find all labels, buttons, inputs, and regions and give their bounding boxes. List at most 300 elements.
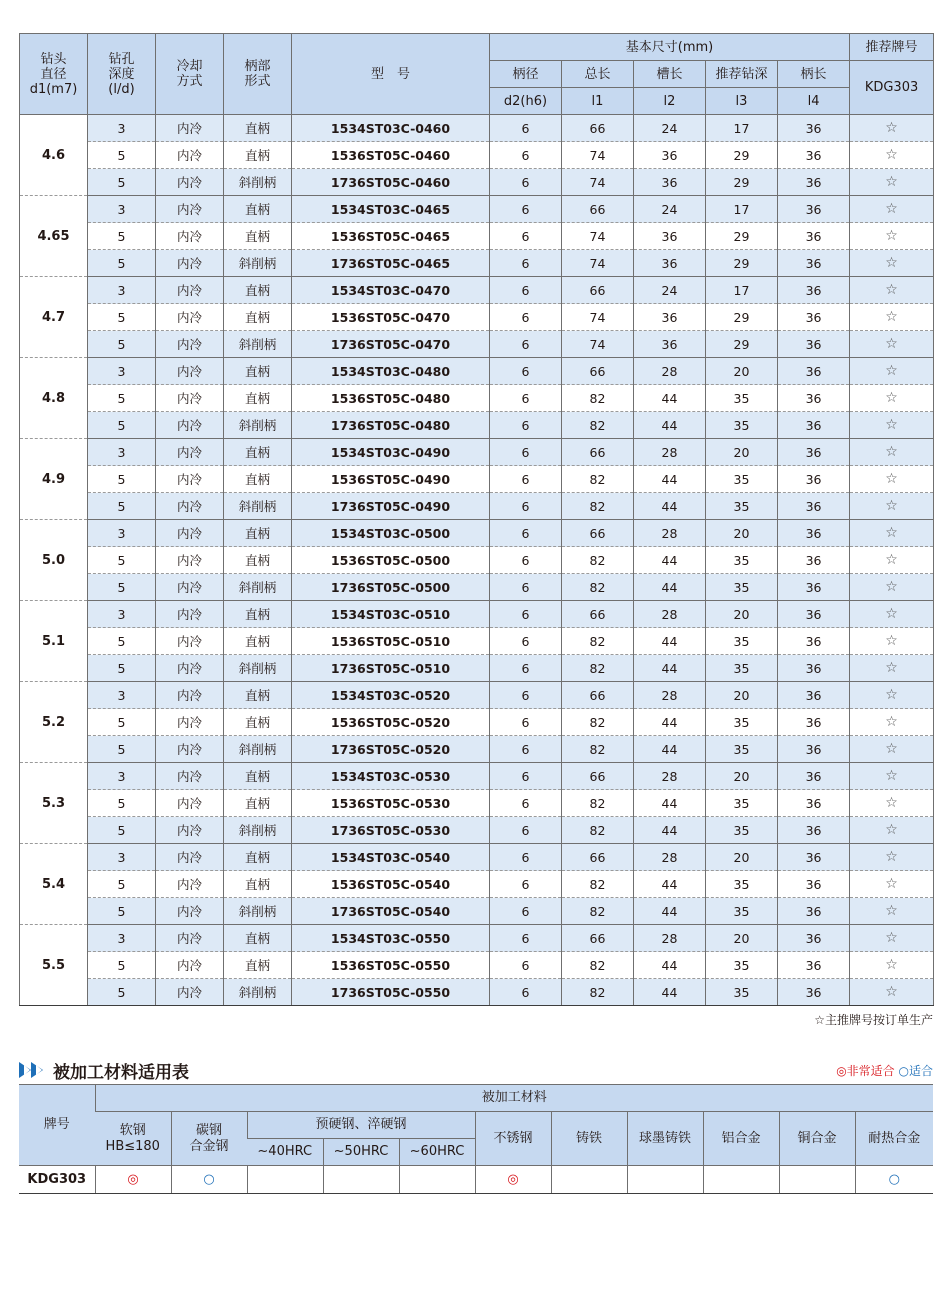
shank-len-cell: 36 <box>778 952 850 979</box>
shank-dia-cell: 6 <box>490 493 562 520</box>
table-row <box>20 844 934 871</box>
shank-len-cell: 36 <box>778 979 850 1006</box>
flute-len-cell: 28 <box>634 844 706 871</box>
shank-type-cell: 直柄 <box>224 682 292 709</box>
flute-len-cell: 24 <box>634 277 706 304</box>
model-cell: 1536ST05C-0480 <box>292 385 490 412</box>
model-cell: 1534ST03C-0470 <box>292 277 490 304</box>
total-len-cell: 82 <box>562 547 634 574</box>
depth-cell: 5 <box>88 466 156 493</box>
grade-mark-cell: ☆ <box>850 601 934 628</box>
total-len-cell: 66 <box>562 196 634 223</box>
depth-cell: 5 <box>88 547 156 574</box>
shank-dia-cell: 6 <box>490 925 562 952</box>
flute-len-cell: 24 <box>634 196 706 223</box>
shank-len-cell: 36 <box>778 601 850 628</box>
rec-depth-cell: 20 <box>706 520 778 547</box>
depth-cell: 5 <box>88 736 156 763</box>
shank-dia-cell: 6 <box>490 871 562 898</box>
header-rec-depth-symbol: l3 <box>706 88 778 115</box>
total-len-cell: 82 <box>562 574 634 601</box>
flute-len-cell: 44 <box>634 412 706 439</box>
table-row <box>20 682 934 709</box>
shank-len-cell: 36 <box>778 655 850 682</box>
model-cell: 1534ST03C-0460 <box>292 115 490 142</box>
grade-mark-cell: ☆ <box>850 439 934 466</box>
model-cell: 1534ST03C-0465 <box>292 196 490 223</box>
mat-cell-mild-steel: ◎ <box>95 1166 171 1194</box>
depth-cell: 5 <box>88 979 156 1006</box>
flute-len-cell: 44 <box>634 952 706 979</box>
table-row <box>20 763 934 790</box>
flute-len-cell: 36 <box>634 250 706 277</box>
model-cell: 1536ST05C-0460 <box>292 142 490 169</box>
rec-depth-cell: 17 <box>706 115 778 142</box>
table-row <box>20 952 934 979</box>
total-len-cell: 82 <box>562 628 634 655</box>
shank-len-cell: 36 <box>778 466 850 493</box>
total-len-cell: 66 <box>562 925 634 952</box>
header-rec-grade: 推荐牌号 <box>850 34 934 61</box>
shank-len-cell: 36 <box>778 277 850 304</box>
mat-header-hrc60: ~60HRC <box>399 1139 475 1166</box>
mat-header-aluminum: 铝合金 <box>703 1112 779 1166</box>
total-len-cell: 74 <box>562 169 634 196</box>
cooling-cell: 内冷 <box>156 223 224 250</box>
table-row <box>20 331 934 358</box>
model-cell: 1736ST05C-0520 <box>292 736 490 763</box>
shank-dia-cell: 6 <box>490 331 562 358</box>
shank-len-cell: 36 <box>778 736 850 763</box>
table-row <box>20 925 934 952</box>
shank-type-cell: 直柄 <box>224 196 292 223</box>
shank-len-cell: 36 <box>778 331 850 358</box>
flute-len-cell: 36 <box>634 304 706 331</box>
grade-mark-cell: ☆ <box>850 385 934 412</box>
grade-mark-cell: ☆ <box>850 898 934 925</box>
shank-type-cell: 斜削柄 <box>224 736 292 763</box>
shank-type-cell: 直柄 <box>224 547 292 574</box>
footnote: ☆主推牌号按订单生产 <box>814 1013 933 1027</box>
shank-len-cell: 36 <box>778 358 850 385</box>
mat-header-stainless: 不锈钢 <box>475 1112 551 1166</box>
table-row <box>20 898 934 925</box>
table-row <box>20 790 934 817</box>
grade-mark-cell: ☆ <box>850 817 934 844</box>
mat-cell-cast-iron <box>551 1166 627 1194</box>
total-len-cell: 66 <box>562 844 634 871</box>
total-len-cell: 66 <box>562 682 634 709</box>
model-cell: 1534ST03C-0480 <box>292 358 490 385</box>
rec-depth-cell: 35 <box>706 736 778 763</box>
mat-header-mild-steel: 软钢 HB≤180 <box>95 1112 171 1166</box>
shank-type-cell: 斜削柄 <box>224 493 292 520</box>
shank-type-cell: 直柄 <box>224 925 292 952</box>
grade-mark-cell: ☆ <box>850 844 934 871</box>
shank-dia-cell: 6 <box>490 358 562 385</box>
shank-dia-cell: 6 <box>490 979 562 1006</box>
depth-cell: 3 <box>88 115 156 142</box>
shank-type-cell: 斜削柄 <box>224 817 292 844</box>
model-cell: 1736ST05C-0480 <box>292 412 490 439</box>
rec-depth-cell: 29 <box>706 169 778 196</box>
depth-cell: 3 <box>88 277 156 304</box>
flute-len-cell: 44 <box>634 736 706 763</box>
cooling-cell: 内冷 <box>156 898 224 925</box>
depth-cell: 5 <box>88 385 156 412</box>
rec-depth-cell: 29 <box>706 142 778 169</box>
cooling-cell: 内冷 <box>156 952 224 979</box>
total-len-cell: 66 <box>562 358 634 385</box>
rec-depth-cell: 35 <box>706 493 778 520</box>
shank-type-cell: 直柄 <box>224 844 292 871</box>
mat-cell-aluminum <box>703 1166 779 1194</box>
cooling-cell: 内冷 <box>156 655 224 682</box>
shank-type-cell: 斜削柄 <box>224 574 292 601</box>
grade-mark-cell: ☆ <box>850 628 934 655</box>
flute-len-cell: 28 <box>634 358 706 385</box>
depth-cell: 5 <box>88 655 156 682</box>
cooling-cell: 内冷 <box>156 439 224 466</box>
total-len-cell: 82 <box>562 412 634 439</box>
shank-type-cell: 直柄 <box>224 304 292 331</box>
diameter-cell: 5.5 <box>20 925 88 1006</box>
rec-depth-cell: 35 <box>706 952 778 979</box>
mat-cell-stainless: ◎ <box>475 1166 551 1194</box>
model-cell: 1536ST05C-0540 <box>292 871 490 898</box>
grade-mark-cell: ☆ <box>850 520 934 547</box>
flute-len-cell: 24 <box>634 115 706 142</box>
shank-dia-cell: 6 <box>490 385 562 412</box>
shank-type-cell: 斜削柄 <box>224 169 292 196</box>
grade-mark-cell: ☆ <box>850 466 934 493</box>
model-cell: 1736ST05C-0465 <box>292 250 490 277</box>
diameter-cell: 4.6 <box>20 115 88 196</box>
cooling-cell: 内冷 <box>156 736 224 763</box>
mat-header-grade: 牌号 <box>19 1085 95 1166</box>
rec-depth-cell: 20 <box>706 925 778 952</box>
rec-depth-cell: 29 <box>706 250 778 277</box>
shank-type-cell: 斜削柄 <box>224 250 292 277</box>
grade-mark-cell: ☆ <box>850 979 934 1006</box>
total-len-cell: 74 <box>562 331 634 358</box>
total-len-cell: 82 <box>562 871 634 898</box>
mat-cell-hrc60 <box>399 1166 475 1194</box>
grade-mark-cell: ☆ <box>850 223 934 250</box>
table-row <box>20 655 934 682</box>
shank-dia-cell: 6 <box>490 439 562 466</box>
model-cell: 1534ST03C-0530 <box>292 763 490 790</box>
rec-depth-cell: 35 <box>706 385 778 412</box>
shank-len-cell: 36 <box>778 169 850 196</box>
shank-dia-cell: 6 <box>490 763 562 790</box>
shank-type-cell: 直柄 <box>224 871 292 898</box>
cooling-cell: 内冷 <box>156 142 224 169</box>
shank-len-cell: 36 <box>778 439 850 466</box>
shank-dia-cell: 6 <box>490 574 562 601</box>
model-cell: 1534ST03C-0550 <box>292 925 490 952</box>
table-row <box>20 574 934 601</box>
shank-dia-cell: 6 <box>490 250 562 277</box>
shank-dia-cell: 6 <box>490 466 562 493</box>
shank-dia-cell: 6 <box>490 655 562 682</box>
shank-type-cell: 直柄 <box>224 277 292 304</box>
cooling-cell: 内冷 <box>156 682 224 709</box>
rec-depth-cell: 35 <box>706 574 778 601</box>
shank-len-cell: 36 <box>778 142 850 169</box>
shank-dia-cell: 6 <box>490 547 562 574</box>
model-cell: 1736ST05C-0550 <box>292 979 490 1006</box>
grade-mark-cell: ☆ <box>850 196 934 223</box>
shank-type-cell: 直柄 <box>224 520 292 547</box>
shank-len-cell: 36 <box>778 196 850 223</box>
grade-mark-cell: ☆ <box>850 493 934 520</box>
depth-cell: 3 <box>88 763 156 790</box>
shank-len-cell: 36 <box>778 817 850 844</box>
header-shank-type: 柄部 形式 <box>224 34 292 115</box>
cooling-cell: 内冷 <box>156 763 224 790</box>
table-row <box>20 115 934 142</box>
rec-depth-cell: 35 <box>706 709 778 736</box>
depth-cell: 5 <box>88 871 156 898</box>
shank-len-cell: 36 <box>778 898 850 925</box>
model-cell: 1736ST05C-0490 <box>292 493 490 520</box>
grade-mark-cell: ☆ <box>850 709 934 736</box>
shank-dia-cell: 6 <box>490 601 562 628</box>
grade-mark-cell: ☆ <box>850 736 934 763</box>
table-row <box>20 196 934 223</box>
shank-len-cell: 36 <box>778 682 850 709</box>
rec-depth-cell: 20 <box>706 601 778 628</box>
grade-mark-cell: ☆ <box>850 115 934 142</box>
model-cell: 1534ST03C-0520 <box>292 682 490 709</box>
total-len-cell: 66 <box>562 439 634 466</box>
total-len-cell: 74 <box>562 223 634 250</box>
rec-depth-cell: 35 <box>706 871 778 898</box>
flute-len-cell: 36 <box>634 169 706 196</box>
mat-row <box>19 1166 933 1194</box>
shank-dia-cell: 6 <box>490 682 562 709</box>
depth-cell: 5 <box>88 709 156 736</box>
depth-cell: 3 <box>88 520 156 547</box>
mat-header-cast-iron: 铸铁 <box>551 1112 627 1166</box>
total-len-cell: 82 <box>562 952 634 979</box>
material-suitability-table <box>19 1084 933 1194</box>
table-row <box>20 439 934 466</box>
cooling-cell: 内冷 <box>156 790 224 817</box>
depth-cell: 5 <box>88 331 156 358</box>
diameter-cell: 4.9 <box>20 439 88 520</box>
flute-len-cell: 44 <box>634 790 706 817</box>
cooling-cell: 内冷 <box>156 817 224 844</box>
legend-suitable: ○适合 <box>898 1064 933 1078</box>
table-row <box>20 979 934 1006</box>
shank-dia-cell: 6 <box>490 115 562 142</box>
total-len-cell: 66 <box>562 277 634 304</box>
mat-header-copper: 铜合金 <box>779 1112 855 1166</box>
shank-dia-cell: 6 <box>490 790 562 817</box>
table-row <box>20 142 934 169</box>
shank-type-cell: 直柄 <box>224 628 292 655</box>
depth-cell: 5 <box>88 817 156 844</box>
total-len-cell: 74 <box>562 142 634 169</box>
table-row <box>20 223 934 250</box>
depth-cell: 5 <box>88 304 156 331</box>
cooling-cell: 内冷 <box>156 493 224 520</box>
cooling-cell: 内冷 <box>156 547 224 574</box>
cooling-cell: 内冷 <box>156 412 224 439</box>
table-row <box>20 736 934 763</box>
diameter-cell: 4.7 <box>20 277 88 358</box>
shank-len-cell: 36 <box>778 925 850 952</box>
table-row <box>20 304 934 331</box>
header-cooling: 冷却 方式 <box>156 34 224 115</box>
shank-dia-cell: 6 <box>490 709 562 736</box>
depth-cell: 3 <box>88 601 156 628</box>
model-cell: 1736ST05C-0500 <box>292 574 490 601</box>
mat-cell-copper <box>779 1166 855 1194</box>
rec-depth-cell: 29 <box>706 331 778 358</box>
cooling-cell: 内冷 <box>156 304 224 331</box>
mat-header-ductile-iron: 球墨铸铁 <box>627 1112 703 1166</box>
shank-type-cell: 直柄 <box>224 952 292 979</box>
diameter-cell: 5.2 <box>20 682 88 763</box>
cooling-cell: 内冷 <box>156 520 224 547</box>
rec-depth-cell: 35 <box>706 628 778 655</box>
depth-cell: 5 <box>88 142 156 169</box>
total-len-cell: 82 <box>562 709 634 736</box>
cooling-cell: 内冷 <box>156 385 224 412</box>
flute-len-cell: 36 <box>634 223 706 250</box>
rec-depth-cell: 35 <box>706 655 778 682</box>
cooling-cell: 内冷 <box>156 925 224 952</box>
table-row <box>20 547 934 574</box>
grade-mark-cell: ☆ <box>850 304 934 331</box>
shank-len-cell: 36 <box>778 520 850 547</box>
flute-len-cell: 36 <box>634 331 706 358</box>
rec-depth-cell: 35 <box>706 790 778 817</box>
total-len-cell: 82 <box>562 655 634 682</box>
flute-len-cell: 44 <box>634 574 706 601</box>
table-row <box>20 601 934 628</box>
rec-depth-cell: 35 <box>706 898 778 925</box>
table-row <box>20 709 934 736</box>
section-title: 被加工材料适用表 <box>53 1062 189 1083</box>
header-grade: KDG303 <box>850 61 934 115</box>
flute-len-cell: 44 <box>634 385 706 412</box>
shank-type-cell: 直柄 <box>224 466 292 493</box>
shank-dia-cell: 6 <box>490 304 562 331</box>
grade-mark-cell: ☆ <box>850 250 934 277</box>
model-cell: 1536ST05C-0520 <box>292 709 490 736</box>
header-total-len: 总长 <box>562 61 634 88</box>
rec-depth-cell: 35 <box>706 979 778 1006</box>
shank-dia-cell: 6 <box>490 169 562 196</box>
model-cell: 1536ST05C-0550 <box>292 952 490 979</box>
drill-spec-body <box>20 115 934 1006</box>
mat-cell-ductile-iron <box>627 1166 703 1194</box>
shank-type-cell: 直柄 <box>224 223 292 250</box>
shank-len-cell: 36 <box>778 493 850 520</box>
shank-dia-cell: 6 <box>490 196 562 223</box>
depth-cell: 5 <box>88 223 156 250</box>
flute-len-cell: 44 <box>634 628 706 655</box>
table-row <box>20 250 934 277</box>
depth-cell: 3 <box>88 358 156 385</box>
header-shank-dia-symbol: d2(h6) <box>490 88 562 115</box>
shank-type-cell: 直柄 <box>224 709 292 736</box>
grade-mark-cell: ☆ <box>850 331 934 358</box>
depth-cell: 3 <box>88 844 156 871</box>
grade-mark-cell: ☆ <box>850 547 934 574</box>
table-row <box>20 358 934 385</box>
shank-type-cell: 斜削柄 <box>224 412 292 439</box>
total-len-cell: 82 <box>562 790 634 817</box>
model-cell: 1536ST05C-0490 <box>292 466 490 493</box>
diameter-cell: 5.1 <box>20 601 88 682</box>
shank-len-cell: 36 <box>778 871 850 898</box>
total-len-cell: 82 <box>562 385 634 412</box>
header-shank-len: 柄长 <box>778 61 850 88</box>
cooling-cell: 内冷 <box>156 601 224 628</box>
mat-header-hrc50: ~50HRC <box>323 1139 399 1166</box>
total-len-cell: 82 <box>562 898 634 925</box>
shank-len-cell: 36 <box>778 709 850 736</box>
flute-len-cell: 28 <box>634 682 706 709</box>
table-row <box>20 628 934 655</box>
header-diameter: 钻头 直径 d1(m7) <box>20 34 88 115</box>
shank-type-cell: 斜削柄 <box>224 979 292 1006</box>
shank-dia-cell: 6 <box>490 736 562 763</box>
depth-cell: 5 <box>88 898 156 925</box>
header-total-len-symbol: l1 <box>562 88 634 115</box>
model-cell: 1534ST03C-0540 <box>292 844 490 871</box>
total-len-cell: 82 <box>562 466 634 493</box>
flute-len-cell: 44 <box>634 871 706 898</box>
shank-type-cell: 直柄 <box>224 142 292 169</box>
shank-dia-cell: 6 <box>490 277 562 304</box>
shank-len-cell: 36 <box>778 115 850 142</box>
grade-mark-cell: ☆ <box>850 412 934 439</box>
mat-cell-heat-resistant: ○ <box>855 1166 933 1194</box>
header-model: 型 号 <box>292 34 490 115</box>
cooling-cell: 内冷 <box>156 844 224 871</box>
model-cell: 1534ST03C-0490 <box>292 439 490 466</box>
depth-cell: 3 <box>88 682 156 709</box>
depth-cell: 3 <box>88 196 156 223</box>
mat-cell-hrc50 <box>323 1166 399 1194</box>
model-cell: 1536ST05C-0465 <box>292 223 490 250</box>
flute-len-cell: 44 <box>634 979 706 1006</box>
table-row <box>20 412 934 439</box>
shank-len-cell: 36 <box>778 628 850 655</box>
shank-dia-cell: 6 <box>490 898 562 925</box>
shank-type-cell: 斜削柄 <box>224 655 292 682</box>
table-row <box>20 520 934 547</box>
depth-cell: 5 <box>88 574 156 601</box>
grade-mark-cell: ☆ <box>850 169 934 196</box>
grade-mark-cell: ☆ <box>850 871 934 898</box>
total-len-cell: 74 <box>562 250 634 277</box>
shank-type-cell: 直柄 <box>224 601 292 628</box>
total-len-cell: 82 <box>562 493 634 520</box>
total-len-cell: 66 <box>562 115 634 142</box>
diameter-cell: 4.8 <box>20 358 88 439</box>
grade-mark-cell: ☆ <box>850 655 934 682</box>
table-row <box>20 817 934 844</box>
cooling-cell: 内冷 <box>156 628 224 655</box>
mat-row-grade: KDG303 <box>19 1166 95 1194</box>
